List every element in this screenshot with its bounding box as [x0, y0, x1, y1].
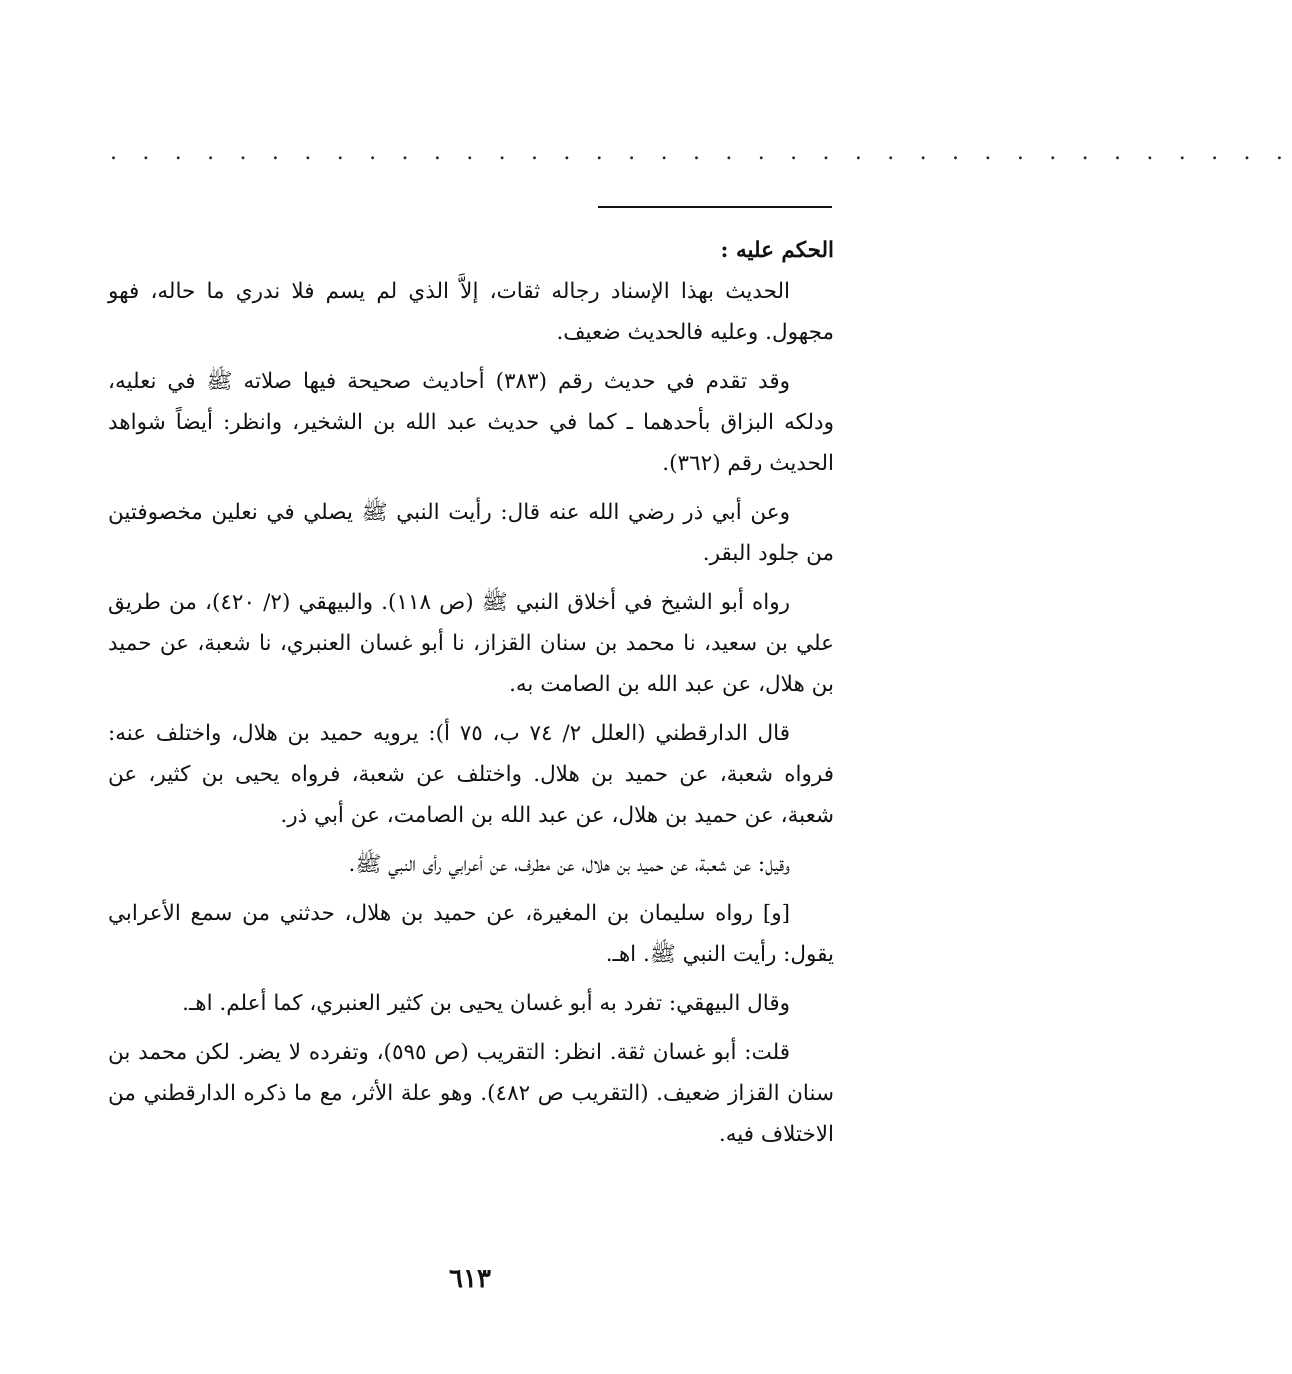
- paragraph: رواه أبو الشيخ في أخلاق النبي ﷺ (ص ١١٨). والبيهقي (٢/ ٤٢٠)، من طريق علي بن سعيد، نا محمد بن سنان القزاز، نا أبو غسان العنبري، نا شعبة، عن حميد بن هلال، عن عبد الله بن الصامت به.: [108, 590, 834, 697]
- paragraph: قلت: أبو غسان ثقة. انظر: التقريب (ص ٥٩٥)، وتفرده لا يضر. لكن محمد بن سنان القزاز ضعيف. (التقريب ص ٤٨٢). وهو علة الأثر، مع ما ذكره الدارقطني من الاختلاف فيه.: [108, 1040, 834, 1147]
- dotted-separator: . . . . . . . . . . . . . . . . . . . . . . . . . . . . . . . . . . . . .: [110, 140, 1292, 165]
- paragraph: وقيل: عن شعبة، عن حميد بن هلال، عن مطرف، عن أعرابي رأى النبي ﷺ.: [348, 852, 790, 877]
- page-body: [108, 230, 834, 1163]
- paragraph: قال الدارقطني (العلل ٢/ ٧٤ ب، ٧٥ أ): يرويه حميد بن هلال، واختلف عنه: فرواه شعبة، عن حميد بن هلال. واختلف عن شعبة، فرواه يحيى بن كثير، عن شعبة، عن حميد بن هلال، عن عبد الله بن الصامت، عن أبي ذر.: [108, 721, 834, 828]
- paragraph: [و] رواه سليمان بن المغيرة، عن حميد بن هلال، حدثني من سمع الأعرابي يقول: رأيت النبي ﷺ. اهـ.: [108, 901, 834, 967]
- section-heading: الحكم عليه :: [720, 238, 834, 263]
- page-number: ٦١٣: [449, 1264, 491, 1294]
- paragraph: وقال البيهقي: تفرد به أبو غسان يحيى بن كثير العنبري، كما أعلم. اهـ.: [182, 991, 790, 1016]
- paragraph: الحديث بهذا الإسناد رجاله ثقات، إلاَّ الذي لم يسم فلا ندري ما حاله، فهو مجهول. وعليه فالحديث ضعيف.: [108, 279, 834, 345]
- paragraph: وعن أبي ذر رضي الله عنه قال: رأيت النبي ﷺ يصلي في نعلين مخصوفتين من جلود البقر.: [108, 500, 834, 566]
- footnote-rule: [598, 206, 832, 208]
- paragraph: وقد تقدم في حديث رقم (٣٨٣) أحاديث صحيحة فيها صلاته ﷺ في نعليه، ودلكه البزاق بأحدهما ـ كما في حديث عبد الله بن الشخير، وانظر: أيضاً شواهد الحديث رقم (٣٦٢).: [108, 369, 834, 476]
